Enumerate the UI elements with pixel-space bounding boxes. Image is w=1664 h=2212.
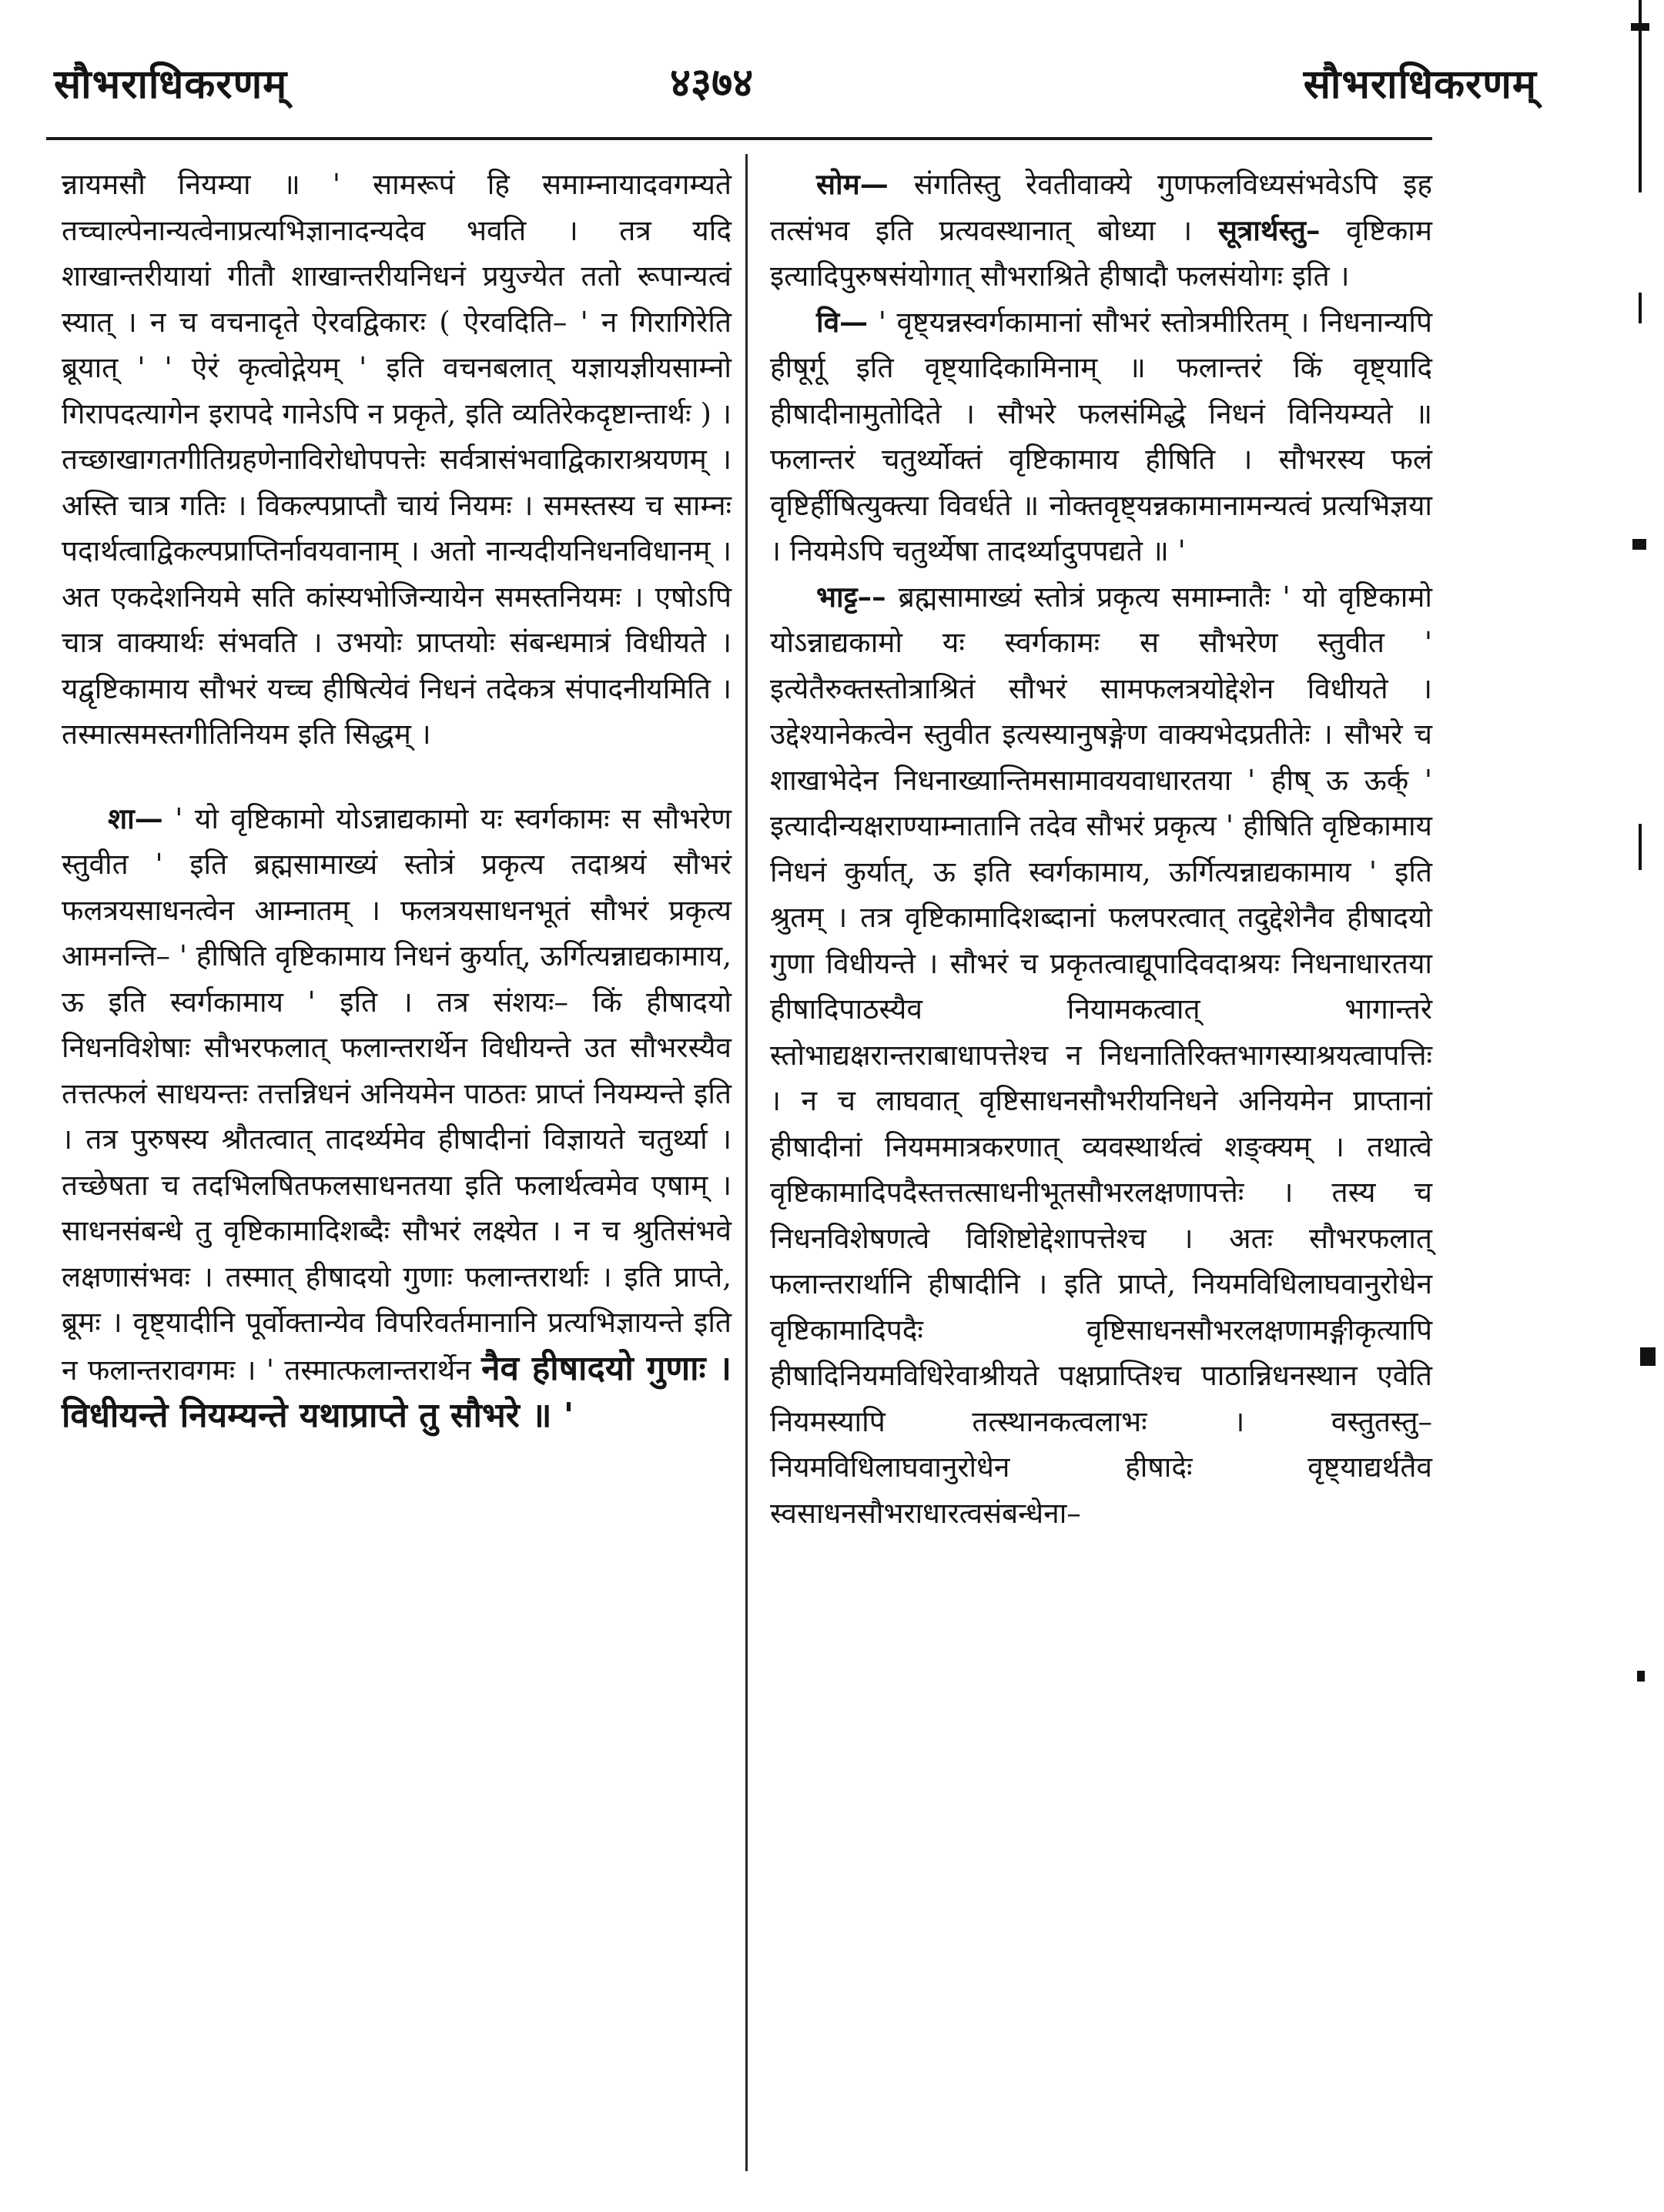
- right-paragraph-vi: [770, 300, 1432, 574]
- right-paragraph-soma: [770, 162, 1432, 300]
- commentary-label-soma: सोम—: [816, 167, 889, 201]
- paragraph-gap: [62, 758, 732, 796]
- commentary-label-bhatta: भाट्ट––: [816, 579, 886, 614]
- scan-edge-mark: [1631, 23, 1649, 31]
- verse-quotation: नैव हीषादयो गुणाः । विधीयन्ते नियम्यन्ते यथाप्राप्ते तु सौभरे ॥ ': [62, 1348, 732, 1435]
- page-number: ४३७४: [670, 59, 754, 106]
- right-paragraph-bhatta-text: ब्रह्मसामाख्यं स्तोत्रं प्रकृत्य समाम्नातैः ' यो वृष्टिकामो योऽन्नाद्यकामो यः स्वर्गकामः स सौभरेण स्तुवीत ' इत्येतैरुक्तस्तोत्राश्रितं सौभरं सामफलत्रयोद्देशेन विधीयते । उद्देश्यानेकत्वेन स्तुवीत इत्यस्यानुषङ्गेण वाक्यभेदप्रतीतेः । सौभरे च शाखाभेदेन निधनाख्यान्तिमसामावयवाधारतया ' हीष् ऊ ऊर्क् ' इत्यादीन्यक्षराण्याम्नातानि तदेव सौभरं प्रकृत्य ' हीषिति वृष्टिकामाय निधनं कुर्यात्, ऊ इति स्वर्गकामाय, ऊर्गित्यन्नाद्यकामाय ' इति श्रुतम् । तत्र वृष्टिकामादिशब्दानां फलपरत्वात् तदुद्देशेनैव हीषादयो गुणा विधीयन्ते । सौभरं च प्रकृतत्वाद्यूपादिवदाश्रयः निधनाधारतया हीषादिपाठस्यैव नियामकत्वात् भागान्तरे स्तोभाद्यक्षरान्तराबाधापत्तेश्च न निधनातिरिक्तभागस्याश्रयत्वापत्तिः । न च लाघवात् वृष्टिसाधनसौभरीयनिधने अनियमेन प्राप्तानां हीषादीनां नियममात्रकरणात् व्यवस्थार्थत्वं शङ्क्यम् । तथात्वे वृष्टिकामादिपदैस्तत्तत्साधनीभूतसौभरलक्षणापत्तेः । तस्य च निधनविशेषणत्वे विशिष्टोद्देशापत्तेश्च । अतः सौभरफलात् फलान्तरार्थानि हीषादीनि । इति प्राप्ते, नियमविधिलाघवानुरोधेन वृष्टिकामादिपदैः वृष्टिसाधनसौभरलक्षणामङ्गीकृत्यापि हीषादिनियमविधिरेवाश्रीयते पक्षप्राप्तिश्च पाठान्निधनस्थान एवेति नियमस्यापि तत्स्थानकत्वलाभः । वस्तुतस्तु– नियमविधिलाघवानुरोधेन हीषादेः वृष्ट्याद्यर्थतैव स्वसाधनसौभराधारत्वसंबन्धेना–: [770, 580, 1432, 1530]
- left-paragraph-2-text: ' यो वृष्टिकामो योऽन्नाद्यकामो यः स्वर्गकामः स सौभरेण स्तुवीत ' इति ब्रह्मसामाख्यं स्तोत्रं प्रकृत्य तदाश्रयं सौभरं फलत्रयसाधनत्वेन आम्नातम् । फलत्रयसाधनभूतं सौभरं प्रकृत्य आमनन्ति– ' हीषिति वृष्टिकामाय निधनं कुर्यात्, ऊर्गित्यन्नाद्यकामाय, ऊ इति स्वर्गकामाय ' इति । तत्र संशयः– किं हीषादयो निधनविशेषाः सौभरफलात् फलान्तरार्थेन विधीयन्ते उत सौभरस्यैव तत्तत्फलं साधयन्तः तत्तन्निधनं अनियमेन पाठतः प्राप्तं नियम्यन्ते इति । तत्र पुरुषस्य श्रौतत्वात् तादर्थ्यमेव हीषादीनां विज्ञायते चतुर्थ्या । तच्छेषता च तदभिलषितफलसाधनतया इति फलार्थत्वमेव एषाम् । साधनसंबन्धे तु वृष्टिकामादिशब्दैः सौभरं लक्ष्येत । न च श्रुतिसंभवे लक्षणासंभवः । तस्मात् हीषादयो गुणाः फलान्तरार्थाः । इति प्राप्ते, ब्रूमः । वृष्ट्यादीनि पूर्वोक्तान्येव विपरिवर्तमानानि प्रत्यभिज्ञायन्ते इति न फलान्तरावगमः । ' तस्मात्फलान्तरार्थेन: [62, 801, 732, 1387]
- header-rule: [46, 137, 1432, 140]
- commentary-label-sutrartha: सूत्रार्थस्तु–: [1217, 212, 1321, 247]
- right-paragraph-bhatta: [770, 574, 1432, 1537]
- left-column: [62, 162, 732, 1441]
- scan-edge-mark: [1639, 293, 1642, 323]
- commentary-label-vi: वि—: [816, 304, 869, 339]
- left-paragraph-1-text: न्नायमसौ नियम्या ॥ ' सामरूपं हि समाम्नायादवगम्यते तच्चाल्पेनान्यत्वेनाप्रत्यभिज्ञानादन्यदेव भवति । तत्र यदि शाखान्तरीयायां गीतौ शाखान्तरीयनिधनं प्रयुज्येत ततो रूपान्यत्वं स्यात् । न च वचनादृते ऐरवद्विकारः ( ऐरवदिति– ' न गिरागिरेति ब्रूयात् ' ' ऐरं कृत्वोद्गेयम् ' इति वचनबलात् यज्ञायज्ञीयसाम्नो गिरापदत्यागेन इरापदे गानेऽपि न प्रकृते, इति व्यतिरेकदृष्टान्तार्थः ) । तच्छाखागतगीतिग्रहणेनाविरोधोपपत्तेः सर्वत्रासंभवाद्विकाराश्रयणम् । अस्ति चात्र गतिः । विकल्पप्राप्तौ चायं नियमः । समस्तस्य च साम्नः पदार्थत्वाद्विकल्पप्राप्तिर्नावयवानाम् । अतो नान्यदीयनिधनविधानम् । अत एकदेशनियमे सति कांस्यभोजिन्यायेन समस्तनियमः । एषोऽपि चात्र वाक्यार्थः संभवति । उभयोः प्राप्तयोः संबन्धमात्रं विधीयते । यद्वृष्टिकामाय सौभरं यच्च हीषित्येवं निधनं तदेकत्र संपादनीयमिति । तस्मात्समस्तगीतिनियम इति सिद्धम् ।: [62, 168, 732, 751]
- scan-edge-mark: [1632, 539, 1646, 550]
- commentary-label-sha: शा—: [108, 801, 163, 835]
- column-divider: [745, 154, 748, 2171]
- running-head-right: सौभराधिकरणम्: [1303, 61, 1537, 108]
- right-paragraph-sutrartha-text: वृष्टिकाम इत्यादिपुरुषसंयोगात् सौभराश्रिते हीषादौ फलसंयोगः इति ।: [770, 213, 1432, 293]
- left-paragraph-2: [62, 796, 732, 1441]
- right-paragraph-vi-text: ' वृष्ट्यन्नस्वर्गकामानां सौभरं स्तोत्रमीरितम् । निधनान्यपि हीषूर्गू इति वृष्ट्यादिकामिनाम् ॥ फलान्तरं किं वृष्ट्यादि हीषादीनामुतोदिते । सौभरे फलसंमिद्धे निधनं विनियम्यते ॥ फलान्तरं चतुर्थ्योक्तं वृष्टिकामाय हीषिति । सौभरस्य फलं वृष्टिर्हीषित्युक्त्या विवर्धते ॥ नोक्तवृष्ट्यन्नकामानामन्यत्वं प्रत्यभिज्ञया । नियमेऽपि चतुर्थ्येषा तादर्थ्यादुपपद्यते ॥ ': [770, 305, 1432, 567]
- left-paragraph-1: [62, 162, 732, 758]
- right-column: [770, 162, 1432, 1536]
- running-head-left: सौभराधिकरणम्: [54, 61, 288, 108]
- scan-edge-mark: [1639, 824, 1642, 870]
- right-paragraph-soma-text: संगतिस्तु रेवतीवाक्ये गुणफलविध्यसंभवेऽपि इह तत्संभव इति प्रत्यवस्थानात् बोध्या ।: [770, 168, 1432, 247]
- scan-edge-mark: [1637, 1671, 1645, 1682]
- scan-edge-mark: [1640, 1347, 1656, 1366]
